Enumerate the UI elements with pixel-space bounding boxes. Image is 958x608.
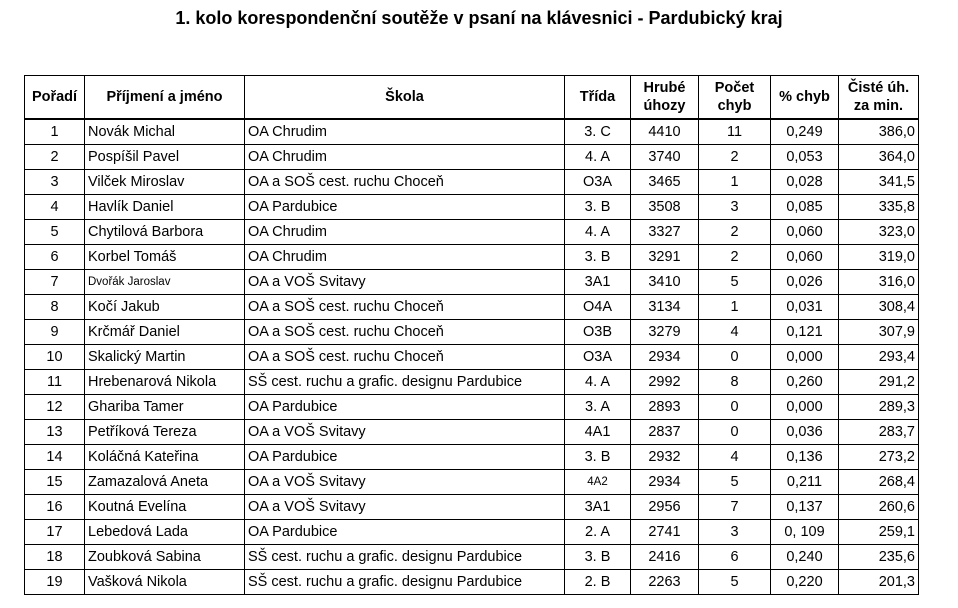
cell-error-percent: 0,085 — [771, 195, 839, 220]
cell-net-keystrokes: 323,0 — [839, 220, 919, 245]
table-row — [25, 420, 919, 445]
cell-name: Koutná Evelína — [85, 495, 245, 520]
cell-net-keystrokes: 307,9 — [839, 320, 919, 345]
cell-gross-keystrokes: 3134 — [631, 295, 699, 320]
table-row — [25, 170, 919, 195]
table-header — [25, 76, 919, 120]
cell-rank: 3 — [25, 170, 85, 195]
cell-rank: 2 — [25, 145, 85, 170]
cell-net-keystrokes: 364,0 — [839, 145, 919, 170]
cell-rank: 13 — [25, 420, 85, 445]
cell-class: 2. A — [565, 520, 631, 545]
cell-gross-keystrokes: 3508 — [631, 195, 699, 220]
cell-class: O3A — [565, 345, 631, 370]
cell-gross-keystrokes: 2741 — [631, 520, 699, 545]
cell-error-count: 4 — [699, 445, 771, 470]
cell-error-count: 0 — [699, 395, 771, 420]
cell-class: 3A1 — [565, 495, 631, 520]
cell-net-keystrokes: 289,3 — [839, 395, 919, 420]
cell-class: O3B — [565, 320, 631, 345]
cell-name: Pospíšil Pavel — [85, 145, 245, 170]
table-row — [25, 470, 919, 495]
cell-error-percent: 0, 109 — [771, 520, 839, 545]
cell-class: O4A — [565, 295, 631, 320]
cell-error-percent: 0,031 — [771, 295, 839, 320]
cell-error-count: 6 — [699, 545, 771, 570]
cell-class: 4. A — [565, 370, 631, 395]
cell-class: 3. B — [565, 195, 631, 220]
cell-class: 3. B — [565, 545, 631, 570]
cell-net-keystrokes: 260,6 — [839, 495, 919, 520]
cell-rank: 8 — [25, 295, 85, 320]
cell-rank: 10 — [25, 345, 85, 370]
header-gross-keystrokes: Hrubé úhozy — [631, 76, 699, 120]
cell-error-count: 4 — [699, 320, 771, 345]
cell-school: OA Pardubice — [245, 445, 565, 470]
table-row — [25, 570, 919, 595]
cell-school: OA Chrudim — [245, 145, 565, 170]
cell-school: OA a VOŠ Svitavy — [245, 270, 565, 295]
cell-rank: 17 — [25, 520, 85, 545]
table-row — [25, 520, 919, 545]
cell-school: OA Pardubice — [245, 520, 565, 545]
cell-gross-keystrokes: 2956 — [631, 495, 699, 520]
cell-class: 3A1 — [565, 270, 631, 295]
cell-gross-keystrokes: 3465 — [631, 170, 699, 195]
cell-net-keystrokes: 386,0 — [839, 119, 919, 145]
cell-rank: 11 — [25, 370, 85, 395]
cell-name: Skalický Martin — [85, 345, 245, 370]
cell-error-count: 3 — [699, 195, 771, 220]
cell-name: Novák Michal — [85, 119, 245, 145]
header-net-keystrokes: Čisté úh. za min. — [839, 76, 919, 120]
cell-class: 3. B — [565, 445, 631, 470]
cell-error-percent: 0,000 — [771, 395, 839, 420]
cell-name: Petříková Tereza — [85, 420, 245, 445]
cell-error-percent: 0,028 — [771, 170, 839, 195]
cell-name: Kočí Jakub — [85, 295, 245, 320]
cell-net-keystrokes: 291,2 — [839, 370, 919, 395]
cell-error-percent: 0,137 — [771, 495, 839, 520]
table-body — [25, 119, 919, 595]
page-title: 1. kolo korespondenční soutěže v psaní na klávesnici - Pardubický kraj — [175, 8, 783, 28]
table-row — [25, 345, 919, 370]
cell-school: OA a VOŠ Svitavy — [245, 495, 565, 520]
cell-rank: 1 — [25, 119, 85, 145]
cell-school: OA a SOŠ cest. ruchu Choceň — [245, 170, 565, 195]
table-row — [25, 270, 919, 295]
cell-name: Dvořák Jaroslav — [85, 270, 245, 295]
cell-net-keystrokes: 316,0 — [839, 270, 919, 295]
cell-error-percent: 0,060 — [771, 220, 839, 245]
cell-gross-keystrokes: 3291 — [631, 245, 699, 270]
cell-rank: 12 — [25, 395, 85, 420]
cell-error-percent: 0,000 — [771, 345, 839, 370]
cell-school: OA a SOŠ cest. ruchu Choceň — [245, 320, 565, 345]
cell-name: Korbel Tomáš — [85, 245, 245, 270]
cell-error-percent: 0,249 — [771, 119, 839, 145]
cell-name: Zoubková Sabina — [85, 545, 245, 570]
table-row — [25, 295, 919, 320]
cell-school: OA a VOŠ Svitavy — [245, 470, 565, 495]
cell-rank: 14 — [25, 445, 85, 470]
table-row — [25, 395, 919, 420]
cell-error-percent: 0,220 — [771, 570, 839, 595]
cell-school: SŠ cest. ruchu a grafic. designu Pardubice — [245, 570, 565, 595]
cell-error-percent: 0,053 — [771, 145, 839, 170]
table-row — [25, 320, 919, 345]
cell-gross-keystrokes: 2934 — [631, 470, 699, 495]
cell-gross-keystrokes: 3279 — [631, 320, 699, 345]
cell-error-percent: 0,026 — [771, 270, 839, 295]
header-name: Příjmení a jméno — [85, 76, 245, 120]
cell-net-keystrokes: 335,8 — [839, 195, 919, 220]
header-row — [25, 76, 919, 120]
cell-rank: 4 — [25, 195, 85, 220]
cell-net-keystrokes: 308,4 — [839, 295, 919, 320]
cell-error-count: 2 — [699, 145, 771, 170]
cell-name: Koláčná Kateřina — [85, 445, 245, 470]
cell-name: Vilček Miroslav — [85, 170, 245, 195]
cell-error-count: 8 — [699, 370, 771, 395]
cell-gross-keystrokes: 2893 — [631, 395, 699, 420]
cell-rank: 18 — [25, 545, 85, 570]
cell-error-count: 1 — [699, 170, 771, 195]
header-school: Škola — [245, 76, 565, 120]
cell-name: Ghariba Tamer — [85, 395, 245, 420]
cell-error-count: 3 — [699, 520, 771, 545]
cell-rank: 16 — [25, 495, 85, 520]
cell-school: SŠ cest. ruchu a grafic. designu Pardubice — [245, 545, 565, 570]
cell-name: Krčmář Daniel — [85, 320, 245, 345]
cell-class: 4. A — [565, 145, 631, 170]
cell-error-percent: 0,240 — [771, 545, 839, 570]
cell-error-count: 0 — [699, 420, 771, 445]
cell-class: O3A — [565, 170, 631, 195]
cell-net-keystrokes: 319,0 — [839, 245, 919, 270]
cell-rank: 19 — [25, 570, 85, 595]
cell-school: OA a SOŠ cest. ruchu Choceň — [245, 345, 565, 370]
cell-rank: 5 — [25, 220, 85, 245]
table-row — [25, 119, 919, 145]
cell-net-keystrokes: 341,5 — [839, 170, 919, 195]
cell-error-count: 2 — [699, 245, 771, 270]
cell-gross-keystrokes: 2932 — [631, 445, 699, 470]
cell-error-count: 5 — [699, 270, 771, 295]
table-row — [25, 545, 919, 570]
table-row — [25, 145, 919, 170]
cell-school: OA Chrudim — [245, 220, 565, 245]
cell-error-count: 2 — [699, 220, 771, 245]
cell-class: 4. A — [565, 220, 631, 245]
header-rank: Pořadí — [25, 76, 85, 120]
cell-error-percent: 0,121 — [771, 320, 839, 345]
cell-school: OA a SOŠ cest. ruchu Choceň — [245, 295, 565, 320]
header-error-percent: % chyb — [771, 76, 839, 120]
header-class: Třída — [565, 76, 631, 120]
table-row — [25, 370, 919, 395]
cell-net-keystrokes: 283,7 — [839, 420, 919, 445]
header-error-count: Počet chyb — [699, 76, 771, 120]
cell-name: Vašková Nikola — [85, 570, 245, 595]
cell-class: 3. B — [565, 245, 631, 270]
cell-name: Havlík Daniel — [85, 195, 245, 220]
cell-rank: 15 — [25, 470, 85, 495]
cell-name: Zamazalová Aneta — [85, 470, 245, 495]
cell-school: SŠ cest. ruchu a grafic. designu Pardubice — [245, 370, 565, 395]
cell-gross-keystrokes: 2263 — [631, 570, 699, 595]
cell-net-keystrokes: 201,3 — [839, 570, 919, 595]
cell-error-percent: 0,260 — [771, 370, 839, 395]
cell-gross-keystrokes: 3327 — [631, 220, 699, 245]
cell-rank: 6 — [25, 245, 85, 270]
cell-school: OA Pardubice — [245, 195, 565, 220]
cell-name: Lebedová Lada — [85, 520, 245, 545]
cell-gross-keystrokes: 2934 — [631, 345, 699, 370]
cell-school: OA Chrudim — [245, 119, 565, 145]
cell-school: OA a VOŠ Svitavy — [245, 420, 565, 445]
cell-error-percent: 0,136 — [771, 445, 839, 470]
cell-error-count: 11 — [699, 119, 771, 145]
cell-net-keystrokes: 268,4 — [839, 470, 919, 495]
results-table — [24, 75, 919, 595]
cell-school: OA Chrudim — [245, 245, 565, 270]
table-row — [25, 445, 919, 470]
cell-gross-keystrokes: 3410 — [631, 270, 699, 295]
cell-school: OA Pardubice — [245, 395, 565, 420]
cell-error-percent: 0,036 — [771, 420, 839, 445]
cell-rank: 7 — [25, 270, 85, 295]
cell-rank: 9 — [25, 320, 85, 345]
cell-error-count: 7 — [699, 495, 771, 520]
cell-gross-keystrokes: 3740 — [631, 145, 699, 170]
table-row — [25, 195, 919, 220]
cell-net-keystrokes: 273,2 — [839, 445, 919, 470]
cell-error-count: 5 — [699, 570, 771, 595]
cell-net-keystrokes: 293,4 — [839, 345, 919, 370]
table-row — [25, 220, 919, 245]
cell-net-keystrokes: 235,6 — [839, 545, 919, 570]
cell-net-keystrokes: 259,1 — [839, 520, 919, 545]
cell-gross-keystrokes: 2416 — [631, 545, 699, 570]
table-row — [25, 495, 919, 520]
cell-class: 4A1 — [565, 420, 631, 445]
cell-name: Chytilová Barbora — [85, 220, 245, 245]
cell-gross-keystrokes: 4410 — [631, 119, 699, 145]
cell-error-count: 0 — [699, 345, 771, 370]
cell-error-count: 5 — [699, 470, 771, 495]
cell-error-percent: 0,211 — [771, 470, 839, 495]
cell-class: 2. B — [565, 570, 631, 595]
cell-class: 4A2 — [565, 470, 631, 495]
cell-class: 3. C — [565, 119, 631, 145]
cell-error-count: 1 — [699, 295, 771, 320]
cell-gross-keystrokes: 2992 — [631, 370, 699, 395]
cell-error-percent: 0,060 — [771, 245, 839, 270]
table-row — [25, 245, 919, 270]
cell-name: Hrebenarová Nikola — [85, 370, 245, 395]
cell-gross-keystrokes: 2837 — [631, 420, 699, 445]
cell-class: 3. A — [565, 395, 631, 420]
